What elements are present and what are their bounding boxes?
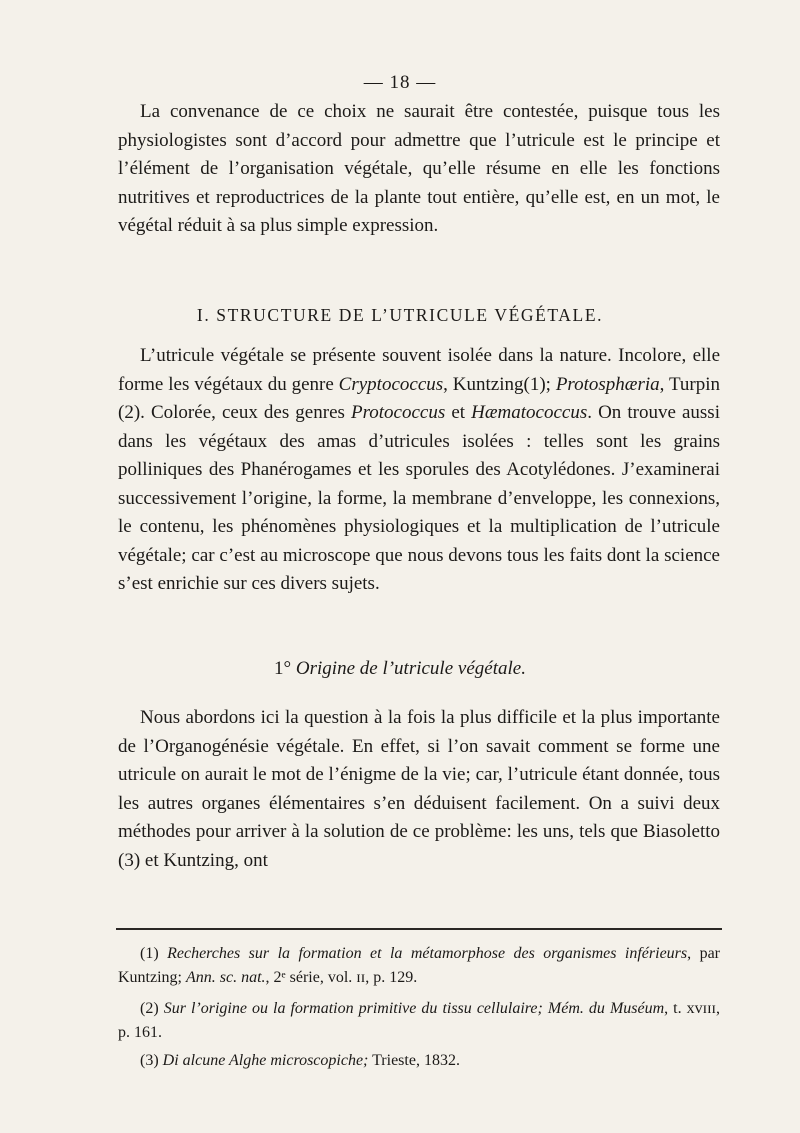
paragraph-2 (118, 342, 720, 599)
footnote-3-title: Di alcune Alghe microscopiche; (162, 1052, 369, 1069)
footnote-2-rest: , t. xᴠɪɪɪ, p. 161. (118, 1000, 720, 1041)
paragraph-2-text-4: et (445, 402, 472, 423)
footnote-1-marker: (1) (140, 945, 159, 962)
footnote-2-title: Sur l’origine ou la formation primitive du tissu cellulaire; Mém. du Muséum (163, 1000, 665, 1017)
footnote-1-rest-2: , 2ᵉ série, vol. ɪɪ, p. 129. (265, 969, 418, 986)
footnote-3-marker: (3) (140, 1052, 159, 1069)
page-number: — 18 — (363, 72, 437, 93)
genus-protosphaeria: Protosphæria (555, 373, 660, 395)
footnote-1-rest: , par Kuntzing; (118, 945, 720, 986)
subheading-title: Origine de l’utricule végétale. (295, 658, 526, 679)
footnote-3 (118, 1049, 720, 1073)
footnote-divider (116, 928, 722, 930)
paragraph-2-text-3: , Turpin (2). Colorée, ceux des genres (118, 373, 720, 423)
subheading-number: 1° (274, 658, 292, 679)
genus-protococcus: Protococcus (350, 402, 446, 423)
paragraph-2-text-1: L’utricule végétale se présente souvent isolée dans la nature. Incolore, elle forme les végétaux du genre (118, 345, 720, 395)
footnote-1-journal: Ann. sc. nat. (186, 969, 266, 986)
footnote-2 (118, 997, 720, 1045)
section-heading: I. STRUCTURE DE L’UTRICULE VÉGÉTALE. (196, 305, 604, 325)
footnote-3-rest: Trieste, 1832. (368, 1052, 460, 1069)
paragraph-1: La convenance de ce choix ne saurait être contestée, puisque tous les physiologistes sont d’accord pour admettre que l’utricule est le principe et l’élément de l’organisation végétale, qu’elle résume en elle les fonctions nutritives et reproductrices de la plante tout entière, qu’elle est, en un mot, le végétal réduit à sa plus simple expression. (118, 101, 720, 236)
footnote-1-title: Recherches sur la formation et la métamorphose des organismes inférieurs (167, 945, 688, 962)
paragraph-2-text-5: . On trouve aussi dans les végétaux des amas d’utricules isolées : telles sont les grains polliniques des Phanérogames et les sporules des Acotylédones. J’examinerai successivement l’origine, la forme, la membrane d’enveloppe, les connexions, le contenu, les phénomènes physiologiques et la multiplication de l’utricule végétale; car c’est au microscope que nous devons tous les faits dont la science s’est enrichie sur ces divers sujets. (118, 402, 720, 594)
footnote-2-marker: (2) (140, 1000, 159, 1017)
footnote-1 (118, 942, 720, 990)
paragraph-3: Nous abordons ici la question à la fois la plus difficile et la plus importante de l’Organogénésie végétale. En effet, si l’on savait comment se forme une utricule on aurait le mot de l’énigme de la vie; car, l’utricule étant donnée, tous les autres organes élémentaires s’en déduisent facilement. On a suivi deux méthodes pour arriver à la solution de ce problème: les uns, tels que Biasoletto (3) et Kuntzing, ont (118, 707, 720, 871)
genus-haematococcus: Hæmatococcus (471, 402, 588, 423)
paragraph-2-text-2: , Kuntzing(1); (443, 373, 556, 395)
subheading (0, 658, 800, 680)
genus-cryptococcus: Cryptococcus (338, 373, 444, 395)
